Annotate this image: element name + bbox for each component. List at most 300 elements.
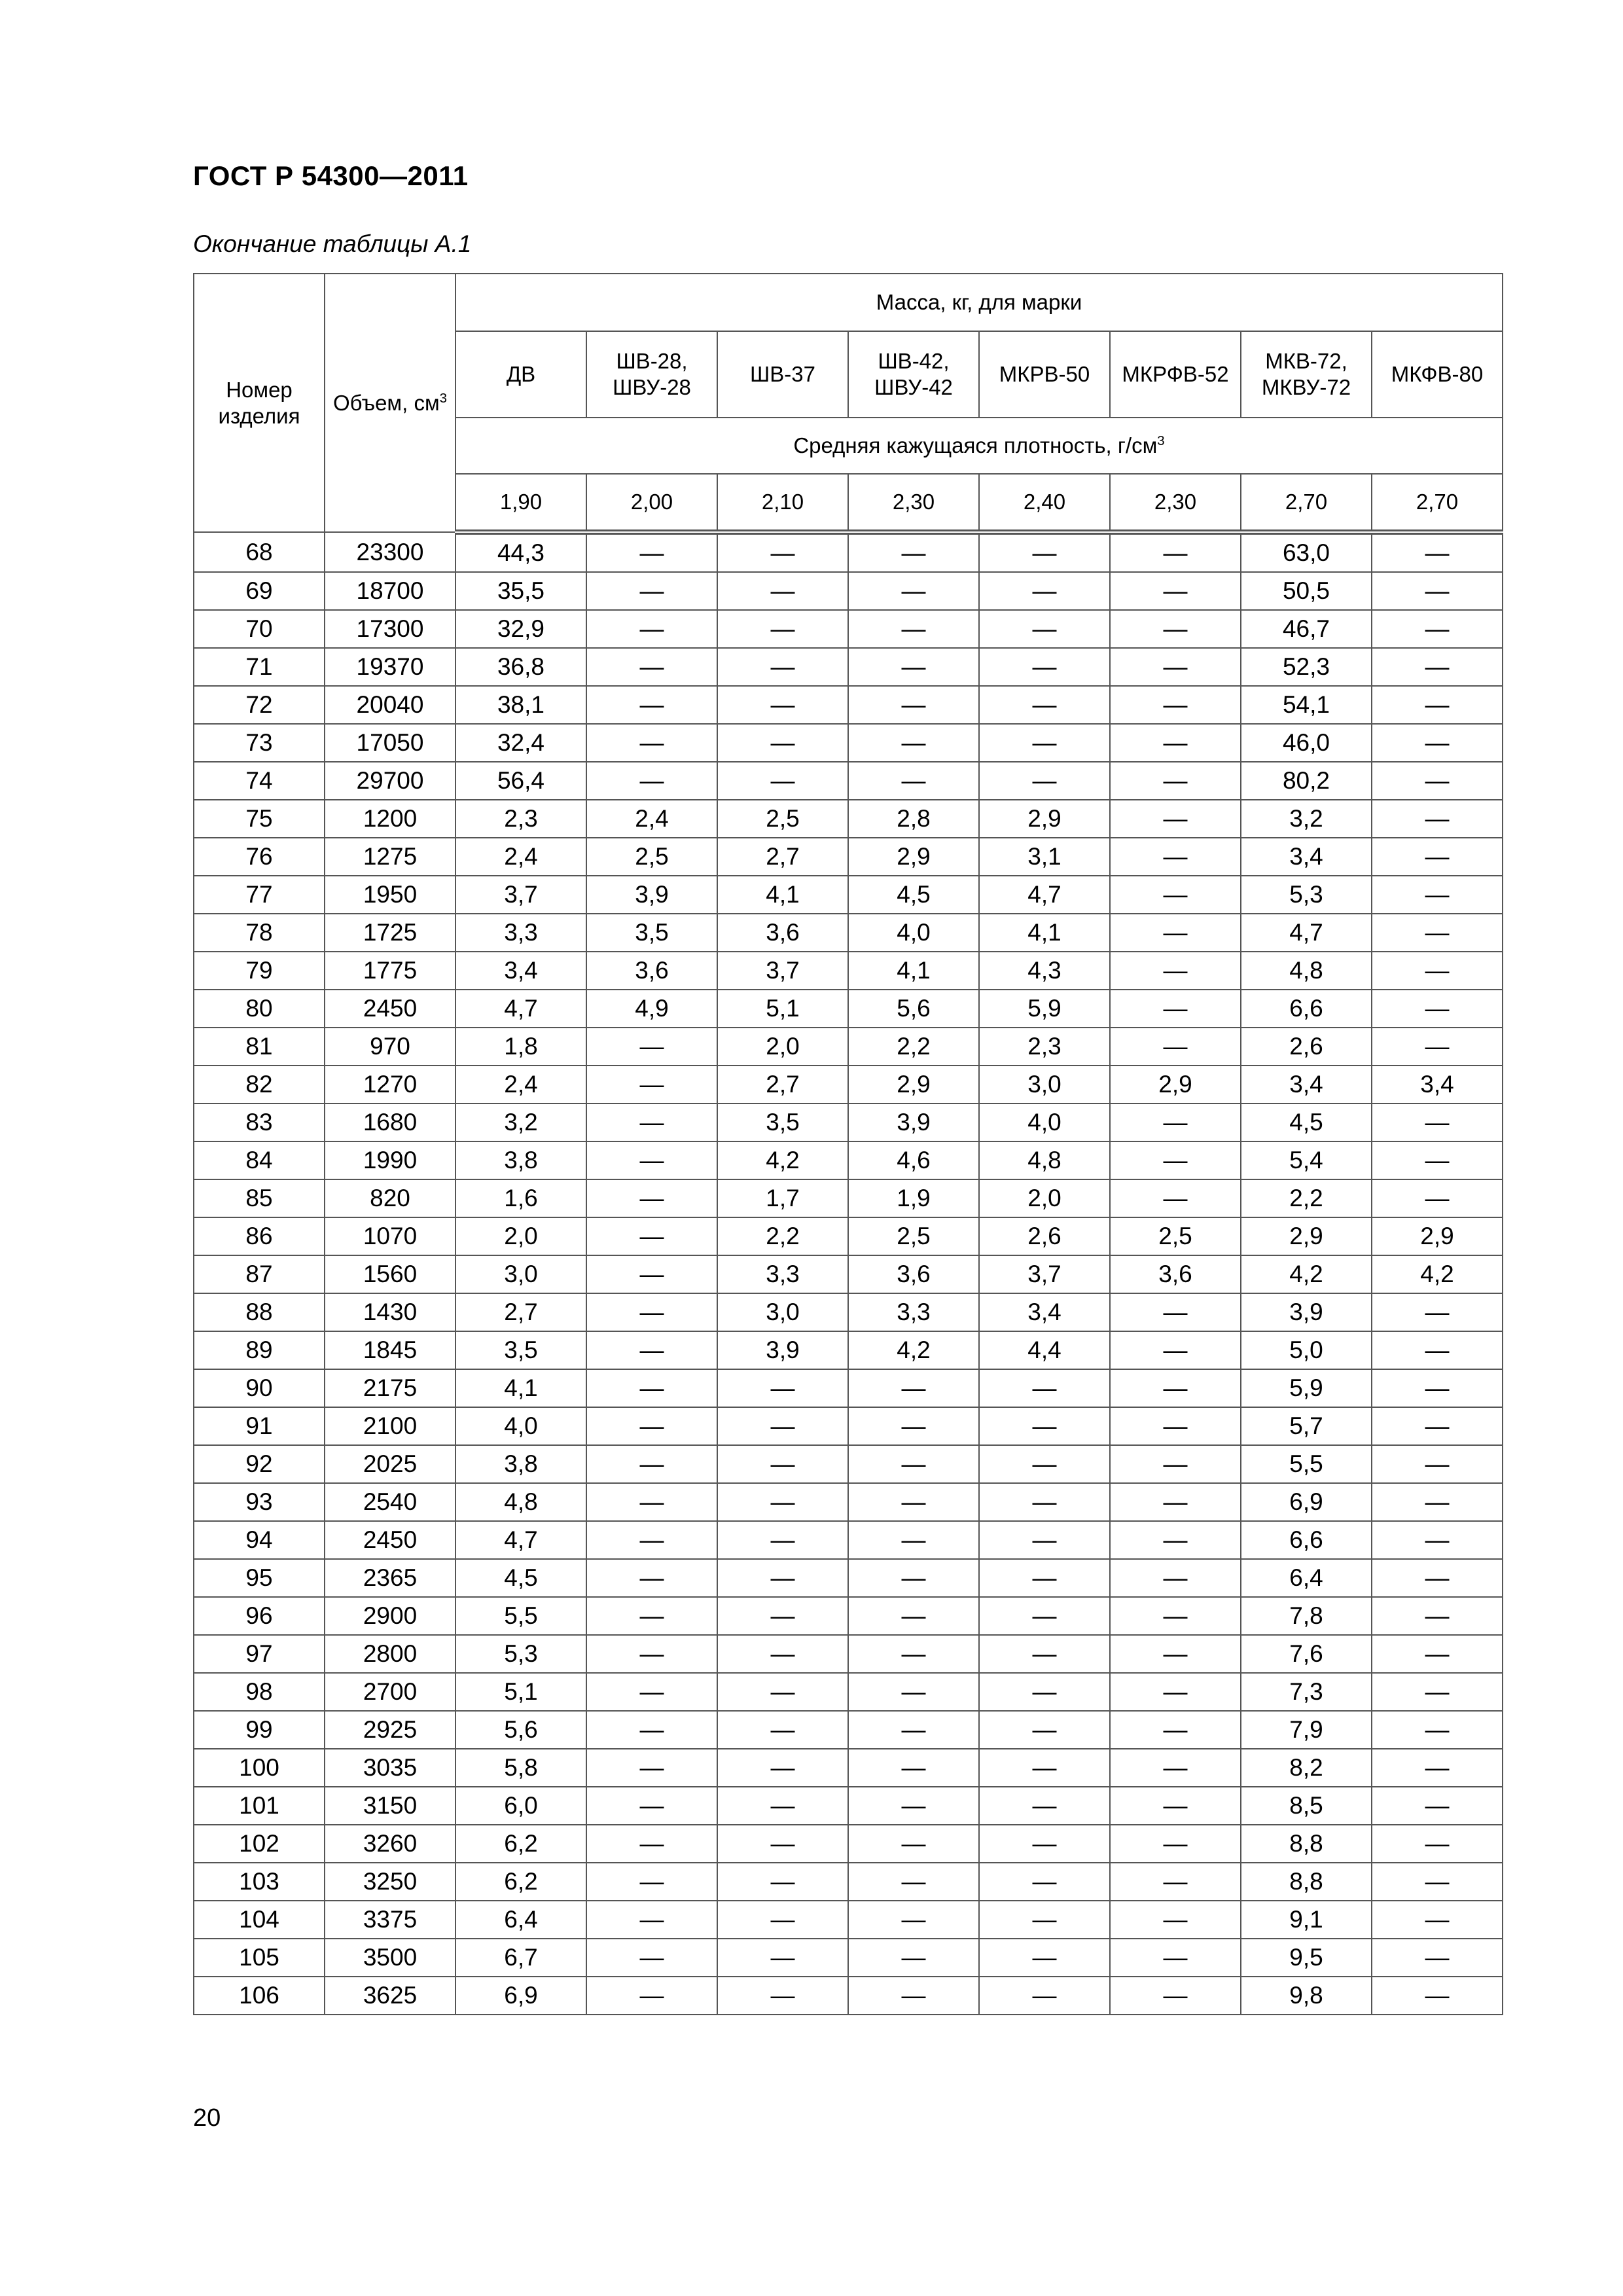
table-cell: 23300: [325, 532, 455, 572]
table-cell: —: [979, 1483, 1110, 1521]
table-row: [194, 1939, 1503, 1977]
table-cell: 2,7: [717, 838, 848, 876]
table-cell: 5,3: [455, 1635, 586, 1673]
table-cell: —: [979, 1673, 1110, 1711]
header-density: 1,90: [455, 474, 586, 532]
table-cell: —: [1110, 1483, 1241, 1521]
table-cell: 1990: [325, 1141, 455, 1179]
table-cell: —: [586, 572, 717, 610]
table-cell: —: [1372, 1939, 1503, 1977]
table-row: [194, 762, 1503, 800]
table-cell: —: [586, 1483, 717, 1521]
table-cell: —: [1110, 532, 1241, 572]
table-cell: —: [717, 1673, 848, 1711]
table-cell: 32,9: [455, 610, 586, 648]
table-cell: 5,4: [1241, 1141, 1372, 1179]
table-cell: 102: [194, 1825, 325, 1863]
table-cell: 6,9: [455, 1977, 586, 2015]
table-cell: 8,2: [1241, 1749, 1372, 1787]
table-cell: 8,5: [1241, 1787, 1372, 1825]
table-cell: 1,7: [717, 1179, 848, 1217]
table-cell: —: [1110, 1179, 1241, 1217]
table-cell: 1950: [325, 876, 455, 914]
table-cell: 92: [194, 1445, 325, 1483]
mass-table: [193, 273, 1503, 2015]
table-cell: —: [717, 1901, 848, 1939]
table-cell: 2,6: [979, 1217, 1110, 1255]
table-row: [194, 876, 1503, 914]
table-cell: —: [1372, 1597, 1503, 1635]
table-cell: 82: [194, 1066, 325, 1103]
table-cell: —: [848, 648, 979, 686]
table-cell: 3,4: [1241, 1066, 1372, 1103]
table-cell: —: [848, 1673, 979, 1711]
table-cell: 7,3: [1241, 1673, 1372, 1711]
table-cell: 6,7: [455, 1939, 586, 1977]
table-cell: —: [1372, 1559, 1503, 1597]
table-cell: —: [586, 1711, 717, 1749]
table-cell: 3150: [325, 1787, 455, 1825]
page-number: 20: [193, 2104, 221, 2132]
table-cell: —: [1110, 1749, 1241, 1787]
table-cell: —: [586, 1559, 717, 1597]
table-cell: 2,0: [979, 1179, 1110, 1217]
table-cell: 2,4: [455, 838, 586, 876]
table-cell: 2,7: [717, 1066, 848, 1103]
table-cell: 2025: [325, 1445, 455, 1483]
header-density: 2,00: [586, 474, 717, 532]
table-cell: —: [717, 1939, 848, 1977]
table-cell: 4,1: [848, 952, 979, 990]
table-cell: —: [848, 1863, 979, 1901]
table-cell: —: [717, 532, 848, 572]
table-cell: —: [717, 1559, 848, 1597]
table-cell: —: [979, 1559, 1110, 1597]
table-cell: 4,7: [979, 876, 1110, 914]
table-cell: —: [1110, 1028, 1241, 1066]
table-cell: —: [979, 686, 1110, 724]
header-grade: МКФВ-80: [1372, 331, 1503, 418]
table-cell: —: [717, 1749, 848, 1787]
table-cell: —: [1110, 1635, 1241, 1673]
table-cell: 6,6: [1241, 1521, 1372, 1559]
table-cell: 6,2: [455, 1863, 586, 1901]
table-cell: —: [586, 1597, 717, 1635]
table-cell: —: [717, 1407, 848, 1445]
table-cell: 3,9: [848, 1103, 979, 1141]
table-cell: 820: [325, 1179, 455, 1217]
table-cell: 103: [194, 1863, 325, 1901]
table-cell: —: [586, 1331, 717, 1369]
header-grade: ШВ-37: [717, 331, 848, 418]
table-cell: 5,5: [455, 1597, 586, 1635]
table-cell: —: [717, 1825, 848, 1863]
table-cell: 79: [194, 952, 325, 990]
table-cell: —: [848, 762, 979, 800]
table-cell: —: [1372, 1635, 1503, 1673]
table-cell: —: [1110, 1825, 1241, 1863]
table-cell: 44,3: [455, 532, 586, 572]
table-cell: 2,5: [717, 800, 848, 838]
table-row: [194, 724, 1503, 762]
table-cell: 4,1: [717, 876, 848, 914]
table-cell: —: [717, 1787, 848, 1825]
table-cell: 85: [194, 1179, 325, 1217]
table-row: [194, 914, 1503, 952]
table-cell: 2925: [325, 1711, 455, 1749]
header-mass-group: Масса, кг, для марки: [455, 274, 1503, 331]
header-grade: ШВ-28, ШВУ-28: [586, 331, 717, 418]
table-cell: 3500: [325, 1939, 455, 1977]
table-row: [194, 1635, 1503, 1673]
table-cell: —: [586, 724, 717, 762]
table-cell: 5,1: [717, 990, 848, 1028]
table-cell: 2,0: [717, 1028, 848, 1066]
table-row: [194, 1597, 1503, 1635]
table-cell: —: [717, 572, 848, 610]
table-cell: 93: [194, 1483, 325, 1521]
table-cell: 4,9: [586, 990, 717, 1028]
table-cell: 50,5: [1241, 572, 1372, 610]
table-cell: 75: [194, 800, 325, 838]
table-cell: 3,6: [1110, 1255, 1241, 1293]
table-cell: 3250: [325, 1863, 455, 1901]
table-row: [194, 952, 1503, 990]
table-row: [194, 686, 1503, 724]
table-cell: —: [1110, 1901, 1241, 1939]
table-cell: 5,6: [848, 990, 979, 1028]
table-cell: —: [717, 1369, 848, 1407]
table-cell: —: [848, 532, 979, 572]
table-cell: 46,0: [1241, 724, 1372, 762]
table-row: [194, 1559, 1503, 1597]
table-cell: —: [586, 1635, 717, 1673]
table-cell: 6,0: [455, 1787, 586, 1825]
table-cell: —: [586, 1521, 717, 1559]
table-cell: 2,9: [1372, 1217, 1503, 1255]
table-cell: —: [1372, 1901, 1503, 1939]
table-cell: 5,0: [1241, 1331, 1372, 1369]
table-cell: 6,4: [455, 1901, 586, 1939]
table-cell: 1275: [325, 838, 455, 876]
table-cell: 5,6: [455, 1711, 586, 1749]
table-cell: —: [1110, 648, 1241, 686]
table-cell: —: [717, 1521, 848, 1559]
table-cell: —: [1110, 838, 1241, 876]
table-cell: 2,4: [455, 1066, 586, 1103]
table-cell: —: [1110, 1407, 1241, 1445]
table-cell: —: [586, 762, 717, 800]
table-row: [194, 1407, 1503, 1445]
table-cell: —: [979, 1597, 1110, 1635]
table-header: [194, 274, 1503, 532]
table-row: [194, 1331, 1503, 1369]
table-cell: 105: [194, 1939, 325, 1977]
table-cell: —: [1110, 1939, 1241, 1977]
table-row: [194, 1749, 1503, 1787]
table-cell: 3,0: [717, 1293, 848, 1331]
table-row: [194, 1028, 1503, 1066]
table-row: [194, 1445, 1503, 1483]
table-cell: 3375: [325, 1901, 455, 1939]
table-cell: —: [1372, 1407, 1503, 1445]
table-cell: —: [848, 1939, 979, 1977]
table-cell: 7,6: [1241, 1635, 1372, 1673]
table-cell: —: [1372, 1331, 1503, 1369]
table-cell: 3,6: [717, 914, 848, 952]
table-cell: 3,2: [1241, 800, 1372, 838]
table-cell: 1,8: [455, 1028, 586, 1066]
table-cell: —: [1372, 648, 1503, 686]
table-cell: 2,2: [848, 1028, 979, 1066]
table-cell: —: [848, 1483, 979, 1521]
header-density: 2,40: [979, 474, 1110, 532]
table-cell: 2,3: [455, 800, 586, 838]
table-cell: 2,9: [1110, 1066, 1241, 1103]
table-cell: 1845: [325, 1331, 455, 1369]
table-cell: 3,5: [717, 1103, 848, 1141]
table-cell: —: [1372, 1673, 1503, 1711]
table-row: [194, 1825, 1503, 1863]
table-cell: 5,8: [455, 1749, 586, 1787]
table-cell: 1560: [325, 1255, 455, 1293]
table-cell: —: [848, 1369, 979, 1407]
table-cell: —: [979, 1749, 1110, 1787]
table-cell: —: [848, 572, 979, 610]
table-cell: —: [1372, 1293, 1503, 1331]
table-cell: —: [1372, 1483, 1503, 1521]
table-cell: 52,3: [1241, 648, 1372, 686]
table-cell: —: [979, 610, 1110, 648]
table-cell: —: [586, 1977, 717, 2015]
table-cell: —: [1372, 1369, 1503, 1407]
table-cell: 4,8: [1241, 952, 1372, 990]
table-cell: —: [1372, 1787, 1503, 1825]
table-cell: 4,2: [848, 1331, 979, 1369]
table-cell: —: [1372, 1445, 1503, 1483]
table-cell: —: [1372, 876, 1503, 914]
table-cell: 46,7: [1241, 610, 1372, 648]
table-cell: —: [848, 1445, 979, 1483]
table-cell: —: [1372, 572, 1503, 610]
table-cell: 4,3: [979, 952, 1110, 990]
table-cell: 2365: [325, 1559, 455, 1597]
table-cell: 81: [194, 1028, 325, 1066]
table-cell: —: [717, 1635, 848, 1673]
table-cell: 2,2: [1241, 1179, 1372, 1217]
table-cell: —: [1372, 1711, 1503, 1749]
table-cell: —: [1372, 724, 1503, 762]
table-cell: —: [586, 1217, 717, 1255]
table-cell: —: [717, 1711, 848, 1749]
table-cell: 5,1: [455, 1673, 586, 1711]
table-cell: 4,2: [1372, 1255, 1503, 1293]
table-cell: —: [1372, 532, 1503, 572]
table-cell: 78: [194, 914, 325, 952]
table-cell: 3,3: [717, 1255, 848, 1293]
table-cell: —: [1372, 1103, 1503, 1141]
table-cell: 2900: [325, 1597, 455, 1635]
table-row: [194, 1179, 1503, 1217]
table-cell: —: [848, 686, 979, 724]
header-grade: МКРФВ-52: [1110, 331, 1241, 418]
table-cell: —: [586, 1407, 717, 1445]
table-cell: —: [586, 1293, 717, 1331]
table-row: [194, 1673, 1503, 1711]
table-cell: —: [717, 1597, 848, 1635]
table-cell: —: [1110, 724, 1241, 762]
table-cell: 3,0: [455, 1255, 586, 1293]
table-cell: —: [586, 1939, 717, 1977]
table-cell: 29700: [325, 762, 455, 800]
table-cell: 4,7: [1241, 914, 1372, 952]
table-cell: 4,6: [848, 1141, 979, 1179]
table-cell: 68: [194, 532, 325, 572]
table-cell: —: [979, 762, 1110, 800]
table-cell: —: [979, 1825, 1110, 1863]
table-cell: 3,5: [455, 1331, 586, 1369]
table-row: [194, 1521, 1503, 1559]
table-cell: —: [1372, 914, 1503, 952]
table-cell: 5,3: [1241, 876, 1372, 914]
table-cell: —: [848, 1407, 979, 1445]
table-cell: 3,4: [455, 952, 586, 990]
table-cell: 7,8: [1241, 1597, 1372, 1635]
table-cell: 2,9: [1241, 1217, 1372, 1255]
table-cell: —: [979, 724, 1110, 762]
table-cell: 32,4: [455, 724, 586, 762]
table-cell: —: [848, 610, 979, 648]
table-cell: —: [1110, 1977, 1241, 2015]
table-row: [194, 1787, 1503, 1825]
table-cell: 74: [194, 762, 325, 800]
table-cell: 76: [194, 838, 325, 876]
table-cell: 87: [194, 1255, 325, 1293]
table-cell: 19370: [325, 648, 455, 686]
table-row: [194, 532, 1503, 572]
table-row: [194, 572, 1503, 610]
table-cell: 3260: [325, 1825, 455, 1863]
table-cell: 1200: [325, 800, 455, 838]
table-cell: 38,1: [455, 686, 586, 724]
table-cell: 84: [194, 1141, 325, 1179]
table-cell: 5,7: [1241, 1407, 1372, 1445]
table-cell: —: [586, 532, 717, 572]
table-row: [194, 648, 1503, 686]
table-cell: —: [1372, 1863, 1503, 1901]
table-cell: —: [1110, 914, 1241, 952]
table-cell: —: [1372, 952, 1503, 990]
table-cell: 1270: [325, 1066, 455, 1103]
table-cell: 56,4: [455, 762, 586, 800]
table-cell: —: [848, 1977, 979, 2015]
table-cell: —: [1110, 800, 1241, 838]
table-cell: 99: [194, 1711, 325, 1749]
table-cell: 4,8: [455, 1483, 586, 1521]
header-grade: ШВ-42, ШВУ-42: [848, 331, 979, 418]
table-cell: —: [1110, 610, 1241, 648]
table-cell: 3,7: [455, 876, 586, 914]
table-cell: 6,6: [1241, 990, 1372, 1028]
table-cell: 106: [194, 1977, 325, 2015]
table-row: [194, 610, 1503, 648]
table-cell: 3,9: [1241, 1293, 1372, 1331]
table-cell: 35,5: [455, 572, 586, 610]
table-cell: 4,0: [455, 1407, 586, 1445]
table-cell: 1,9: [848, 1179, 979, 1217]
table-cell: —: [586, 1787, 717, 1825]
table-cell: 3,2: [455, 1103, 586, 1141]
table-cell: 4,7: [455, 1521, 586, 1559]
table-cell: 2,6: [1241, 1028, 1372, 1066]
header-density: 2,30: [1110, 474, 1241, 532]
table-cell: 2175: [325, 1369, 455, 1407]
table-cell: 72: [194, 686, 325, 724]
table-cell: 1,6: [455, 1179, 586, 1217]
table-cell: —: [848, 1787, 979, 1825]
table-cell: 1725: [325, 914, 455, 952]
table-cell: 63,0: [1241, 532, 1372, 572]
table-cell: —: [1372, 1977, 1503, 2015]
table-cell: —: [586, 1141, 717, 1179]
table-cell: 2,9: [979, 800, 1110, 838]
table-cell: 9,5: [1241, 1939, 1372, 1977]
table-cell: —: [1110, 1103, 1241, 1141]
table-cell: 1680: [325, 1103, 455, 1141]
table-cell: 3,6: [848, 1255, 979, 1293]
table-row: [194, 1977, 1503, 2015]
table-cell: 2700: [325, 1673, 455, 1711]
table-cell: 71: [194, 648, 325, 686]
table-cell: 3,9: [586, 876, 717, 914]
table-cell: —: [1372, 1141, 1503, 1179]
header-density: 2,70: [1241, 474, 1372, 532]
table-cell: —: [586, 1749, 717, 1787]
table-cell: —: [979, 648, 1110, 686]
table-row: [194, 838, 1503, 876]
table-cell: —: [717, 1863, 848, 1901]
table-cell: 8,8: [1241, 1863, 1372, 1901]
table-cell: —: [717, 1445, 848, 1483]
header-grade: ДВ: [455, 331, 586, 418]
table-cell: 9,1: [1241, 1901, 1372, 1939]
header-density: 2,10: [717, 474, 848, 532]
table-cell: 3,3: [848, 1293, 979, 1331]
table-row: [194, 1103, 1503, 1141]
table-cell: —: [848, 1749, 979, 1787]
table-cell: —: [1110, 572, 1241, 610]
table-cell: —: [979, 532, 1110, 572]
table-cell: —: [979, 1369, 1110, 1407]
table-row: [194, 1483, 1503, 1521]
table-cell: 9,8: [1241, 1977, 1372, 2015]
table-cell: —: [1110, 952, 1241, 990]
table-cell: —: [848, 1635, 979, 1673]
table-cell: —: [1110, 1331, 1241, 1369]
table-cell: 97: [194, 1635, 325, 1673]
table-cell: 2,5: [1110, 1217, 1241, 1255]
table-cell: 3,8: [455, 1141, 586, 1179]
table-cell: —: [979, 1445, 1110, 1483]
table-cell: —: [1110, 1597, 1241, 1635]
table-cell: 77: [194, 876, 325, 914]
table-cell: 3625: [325, 1977, 455, 2015]
table-cell: —: [717, 762, 848, 800]
table-cell: —: [1110, 1559, 1241, 1597]
table-cell: 5,9: [1241, 1369, 1372, 1407]
table-cell: —: [586, 1901, 717, 1939]
table-cell: —: [979, 1863, 1110, 1901]
